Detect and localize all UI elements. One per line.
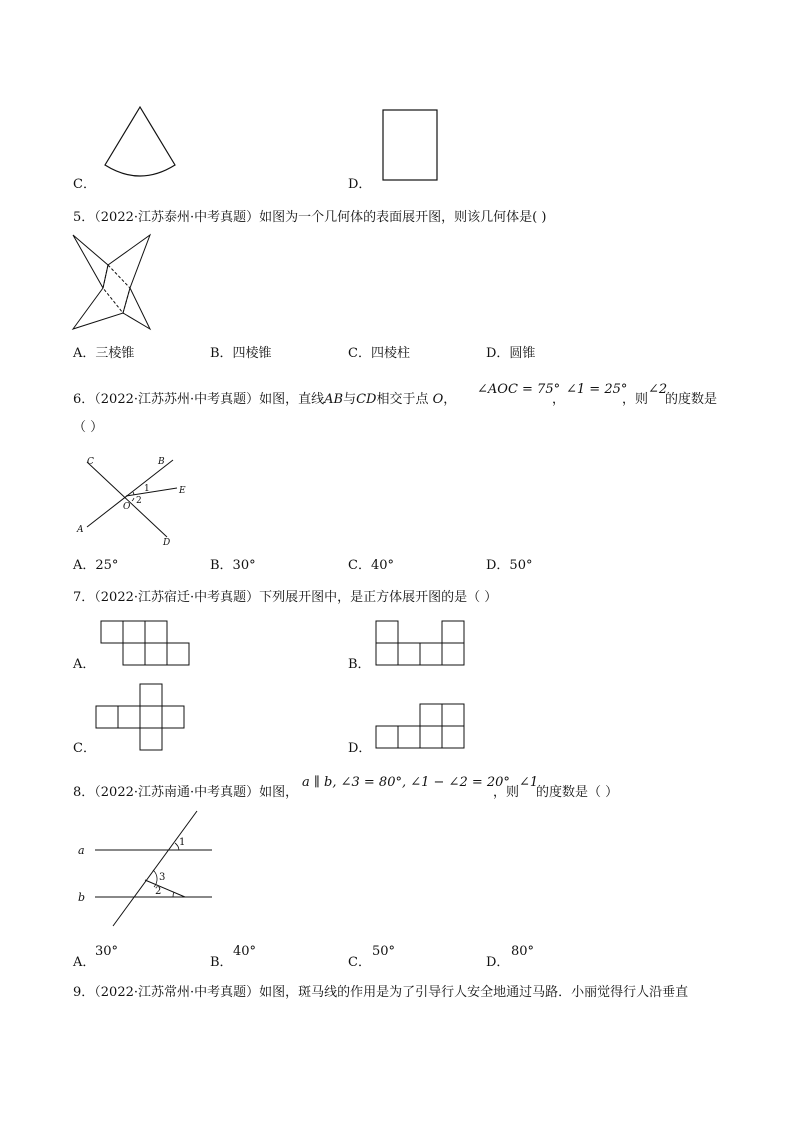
q6-label-o: O: [123, 502, 131, 512]
q6-label-1: 1: [144, 484, 150, 494]
q6-label-2: 2: [136, 496, 142, 506]
q7-option-d-label: D．: [348, 741, 372, 756]
q5-option-c: C．四棱柱: [348, 346, 410, 361]
q8-tail: 的度数是（ ）: [536, 785, 619, 800]
q7-option-d-net: [375, 703, 467, 751]
q6-cd: CD: [356, 392, 377, 407]
q6-comma2: ，: [552, 392, 566, 407]
q6-tail: 的度数是: [665, 392, 718, 407]
q7-option-b-net: [375, 620, 467, 668]
q8-option-d-letter: D．: [486, 955, 510, 970]
q8-formula-1: ∠1: [519, 775, 539, 790]
q5-net-figure: [70, 233, 160, 333]
q6-stem-part-b: 相交于点: [376, 392, 429, 407]
q6-then: ，则: [622, 392, 649, 407]
q6-formula-1: ∠1 = 25°: [566, 382, 628, 397]
q4-option-c-sector-figure: [100, 105, 180, 180]
q8-parallel-lines-figure: [75, 808, 225, 933]
q8-stem-part-a: 8．（2022·江苏南通·中考真题）如图，: [73, 785, 299, 800]
q6-stem-line1: [73, 392, 456, 408]
q8-formula: a ∥ b, ∠3 = 80°, ∠1 − ∠2 = 20°: [302, 775, 510, 790]
q6-comma: ，: [443, 392, 457, 407]
q6-paren: （ ）: [73, 420, 104, 435]
q6-option-d: D．50°: [486, 558, 533, 573]
q8-label-b: b: [78, 891, 86, 904]
q5-option-d: D．圆锥: [486, 346, 536, 361]
q6-option-a: A．25°: [73, 558, 119, 573]
q6-label-a: A: [77, 525, 84, 535]
q9-stem: 9．（2022·江苏常州·中考真题）如图，斑马线的作用是为了引导行人安全地通过马路．小丽觉得行人沿垂直: [73, 985, 689, 1000]
q8-option-a-value: 30°: [95, 944, 119, 959]
q6-formula-aoc: ∠AOC = 75°: [477, 382, 561, 397]
q8-option-c-letter: C．: [348, 955, 371, 970]
q8-option-b-value: 40°: [233, 944, 257, 959]
q7-stem: 7．（2022·江苏宿迁·中考真题）下列展开图中，是正方体展开图的是（ ）: [73, 590, 498, 605]
q7-option-b-label: B．: [348, 657, 371, 672]
q4-option-d-label: D．: [348, 177, 372, 192]
q7-option-c-net: [95, 683, 187, 753]
q6-intersecting-lines-figure: [73, 452, 203, 547]
q4-option-c-label: C．: [73, 177, 96, 192]
q8-option-d-value: 80°: [511, 944, 535, 959]
q6-formula-2: ∠2: [648, 382, 668, 397]
q8-label-3: 3: [159, 872, 166, 883]
q5-stem: 5．（2022·江苏泰州·中考真题）如图为一个几何体的表面展开图，则该几何体是( ): [73, 210, 547, 225]
q6-label-d: D: [163, 538, 171, 548]
q8-option-c-value: 50°: [372, 944, 396, 959]
q6-stem-part-a: 6．（2022·江苏苏州·中考真题）如图，直线: [73, 392, 325, 407]
q5-option-a: A．三棱锥: [73, 346, 135, 361]
q5-option-b: B．四棱锥: [210, 346, 272, 361]
q7-option-a-label: A．: [73, 657, 96, 672]
q6-ab: AB: [324, 392, 344, 407]
q6-label-b: B: [158, 457, 165, 467]
q8-label-1: 1: [179, 837, 186, 848]
q7-option-a-net: [100, 620, 192, 668]
q6-label-e: E: [179, 486, 186, 496]
q8-option-b-letter: B．: [210, 955, 233, 970]
q7-option-c-label: C．: [73, 741, 96, 756]
q6-option-c: C．40°: [348, 558, 394, 573]
q8-label-a: a: [78, 844, 85, 857]
q4-option-d-rectangle-figure: [382, 109, 442, 184]
q8-label-2: 2: [155, 886, 162, 897]
q8-option-a-letter: A．: [73, 955, 96, 970]
q6-label-c: C: [87, 457, 94, 467]
q6-option-b: B．30°: [210, 558, 256, 573]
q8-then: ，则: [493, 785, 520, 800]
q6-yu: 与: [343, 392, 357, 407]
q6-o: O: [432, 392, 444, 407]
